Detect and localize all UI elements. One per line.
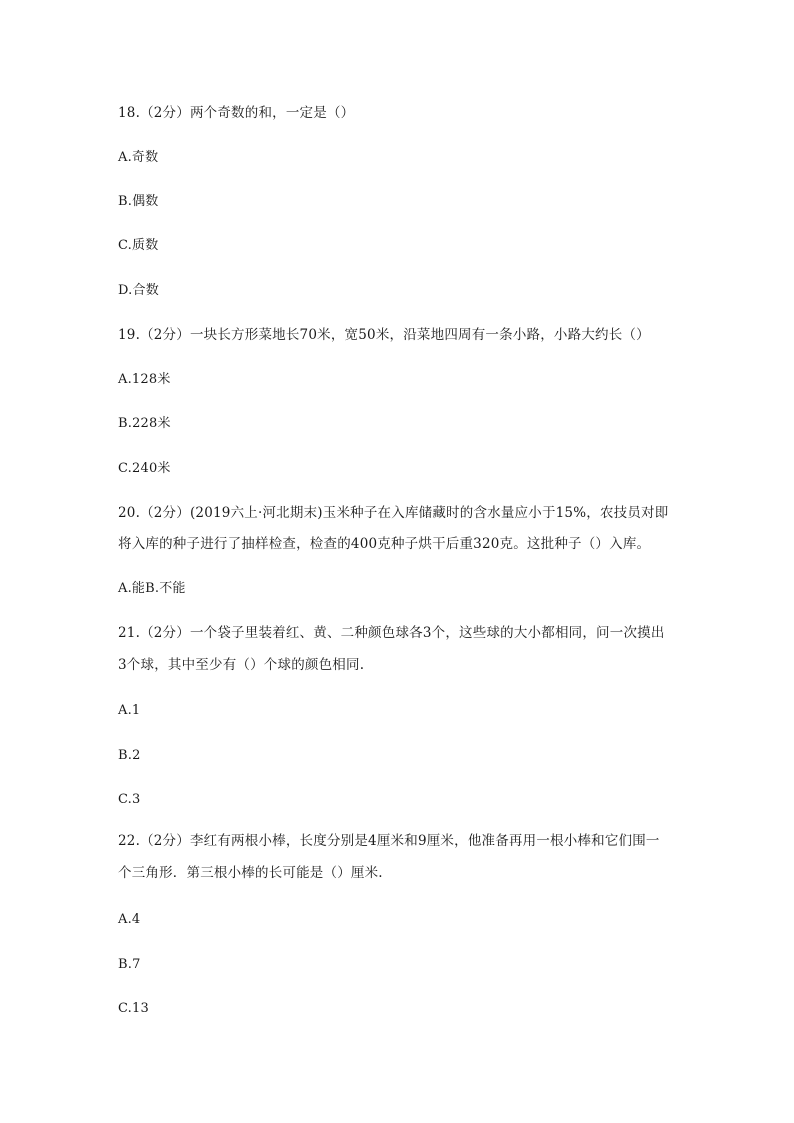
- question-18-option-b: B.偶数: [118, 194, 159, 209]
- question-22-option-b: B.7: [118, 957, 141, 972]
- question-19-option-b: B.228米: [118, 416, 171, 431]
- question-21-stem-line-2: 3个球，其中至少有（）个球的颜色相同.: [118, 657, 365, 673]
- question-18-stem: 18.（2分）两个奇数的和，一定是（）: [118, 105, 355, 121]
- question-20-options: A.能B.不能: [118, 581, 186, 596]
- question-19-option-a: A.128米: [118, 372, 171, 387]
- question-21-option-a: A.1: [118, 703, 141, 718]
- question-19-stem: 19.（2分）一块长方形菜地长70米，宽50米，沿菜地四周有一条小路，小路大约长（）: [118, 327, 650, 343]
- question-21-stem-line-1: 21.（2分）一个袋子里装着红、黄、二种颜色球各3个，这些球的大小都相同，问一次摸出: [118, 625, 665, 641]
- question-18-option-c: C.质数: [118, 238, 159, 253]
- question-21-option-c: C.3: [118, 792, 141, 807]
- question-22-option-c: C.13: [118, 1001, 149, 1016]
- question-22-option-a: A.4: [118, 912, 141, 927]
- question-20-stem-line-1: 20.（2分）(2019六上·河北期末)玉米种子在入库储藏时的含水量应小于15%，农技员对即: [118, 505, 669, 521]
- question-20-stem-line-2: 将入库的种子进行了抽样检查，检查的400克种子烘干后重320克。这批种子（）入库。: [118, 536, 651, 552]
- question-18-option-d: D.合数: [118, 283, 159, 298]
- question-21-option-b: B.2: [118, 748, 141, 763]
- question-19-option-c: C.240米: [118, 461, 171, 476]
- question-22-stem-line-1: 22.（2分）李红有两根小棒，长度分别是4厘米和9厘米，他准备再用一根小棒和它们围一: [118, 833, 660, 849]
- question-18-option-a: A.奇数: [118, 150, 159, 165]
- question-22-stem-line-2: 个三角形．第三根小棒的长可能是（）厘米.: [118, 865, 383, 881]
